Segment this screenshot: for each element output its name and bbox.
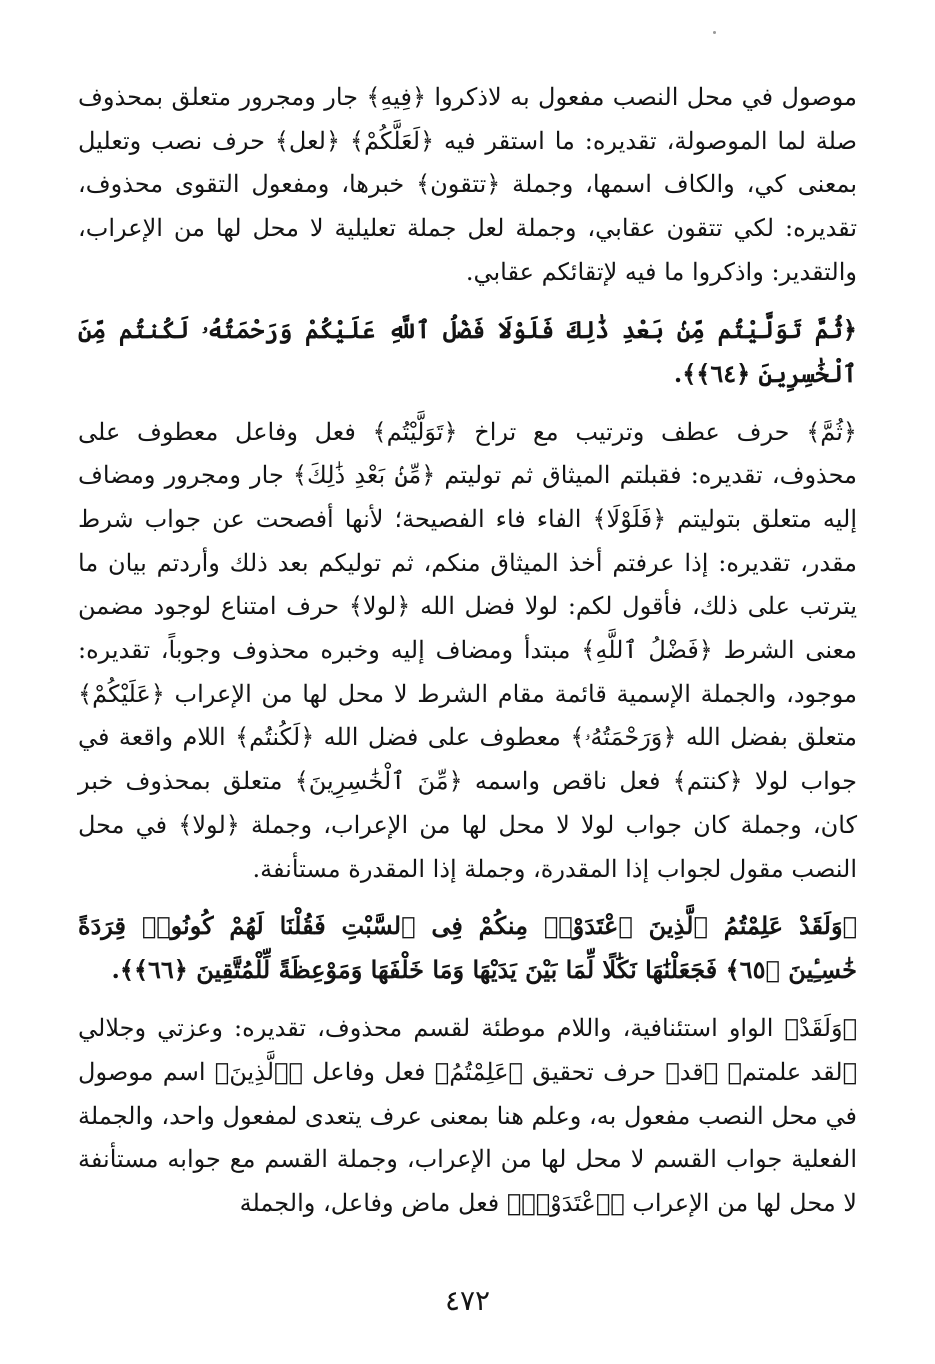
quran-verse-64: ﴿ثُمَّ تَوَلَّيْتُم مِّنۢ بَعْدِ ذَٰلِكَ فَلَوْلَا فَضْلُ ٱللَّهِ عَلَيْكُمْ وَرَحْمَتُهُۥ لَكُنتُم مِّنَ ٱلْخَٰسِرِينَ ﴿٦٤﴾﴾. bbox=[78, 314, 857, 388]
scan-speck bbox=[713, 31, 716, 34]
page-body bbox=[78, 76, 857, 1226]
quran-verse-65-66: ﴿وَلَقَدْ عَلِمْتُمُ ٱلَّذِينَ ٱعْتَدَوْا۟ مِنكُمْ فِى ٱلسَّبْتِ فَقُلْنَا لَهُمْ كُونُوا۟ قِرَدَةً خَٰسِـِٔينَ ﴿٦٥﴾ فَجَعَلْنَٰهَا نَكَٰلًا لِّمَا بَيْنَ يَدَيْهَا وَمَا خَلْفَهَا وَمَوْعِظَةً لِّلْمُتَّقِينَ ﴿٦٦﴾﴾. bbox=[78, 911, 857, 985]
paragraph-3: ﴿وَلَقَدْ﴾ الواو استئنافية، واللام موطئة لقسم محذوف، تقديره: وعزتي وجلالي ﴿لقد علمتم﴾ ﴿قد﴾ حرف تحقيق ﴿عَلِمْتُمُ﴾ فعل وفاعل ﴿ٱلَّذِينَ﴾ اسم موصول في محل النصب مفعول به، وعلم هنا بمعنى عرف يتعدى لمفعول واحد، والجملة الفعلية جواب القسم لا محل لها من الإعراب، وجملة القسم مع جوابه مستأنفة لا محل لها من الإعراب ﴿ٱعْتَدَوْا۟﴾ فعل ماض وفاعل، والجملة bbox=[78, 1014, 857, 1218]
paragraph-1: موصول في محل النصب مفعول به لاذكروا ﴿فِيهِ﴾ جار ومجرور متعلق بمحذوف صلة لما الموصولة، تقديره: ما استقر فيه ﴿لَعَلَّكُمْ﴾ ﴿لعل﴾ حرف نصب وتعليل بمعنى كي، والكاف اسمها، وجملة ﴿تتقون﴾ خبرها، ومفعول التقوى محذوف، تقديره: لكي تتقون عقابي، وجملة لعل جملة تعليلية لا محل لها من الإعراب، والتقدير: واذكروا ما فيه لإتقائكم عقابي. bbox=[78, 83, 857, 286]
page-number: ٤٧٢ bbox=[444, 1284, 491, 1317]
paragraph-2: ﴿ثُمَّ﴾ حرف عطف وترتيب مع تراخ ﴿تَوَلَّيْتُم﴾ فعل وفاعل معطوف على محذوف، تقديره: فقبلتم الميثاق ثم توليتم ﴿مِّنۢ بَعْدِ ذَٰلِكَ﴾ جار ومجرور ومضاف إليه متعلق بتوليتم ﴿فَلَوْلَا﴾ الفاء فاء الفصيحة؛ لأنها أفصحت عن جواب شرط مقدر، تقديره: إذا عرفتم أخذ الميثاق منكم، ثم توليكم بعد ذلك وأردتم بيان ما يترتب على ذلك، فأقول لكم: لولا فضل الله ﴿لولا﴾ حرف امتناع لوجود مضمن معنى الشرط ﴿فَضْلُ ٱللَّهِ﴾ مبتدأ ومضاف إليه وخبره محذوف وجوباً، تقديره: موجود، والجملة الإسمية قائمة مقام الشرط لا محل لها من الإعراب ﴿عَلَيْكُمْ﴾ متعلق بفضل الله ﴿وَرَحْمَتُهُۥ﴾ معطوف على فضل الله ﴿لَكُنتُم﴾ اللام واقعة في جواب لولا ﴿كنتم﴾ فعل ناقص واسمه ﴿مِّنَ ٱلْخَٰسِرِينَ﴾ متعلق بمحذوف خبر كان، وجملة كان جواب لولا لا محل لها من الإعراب، وجملة ﴿لولا﴾ في محل النصب مقول لجواب إذا المقدرة، وجملة إذا المقدرة مستأنفة. bbox=[78, 417, 857, 883]
